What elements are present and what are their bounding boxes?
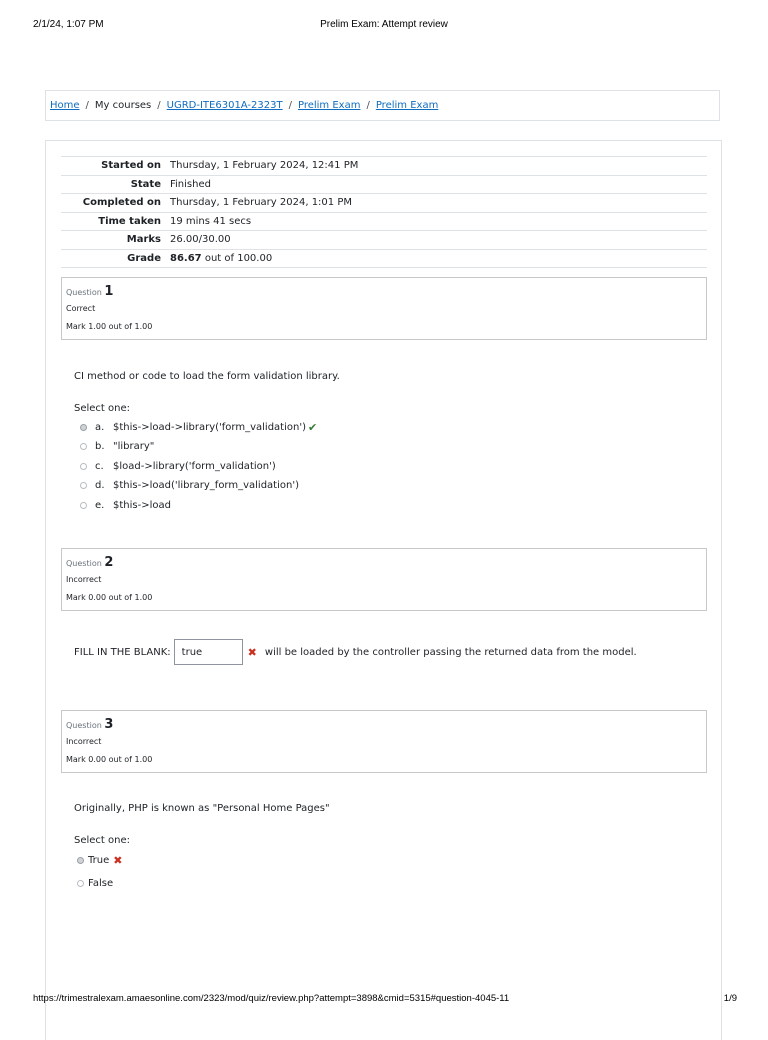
summary-value: Thursday, 1 February 2024, 1:01 PM (170, 197, 352, 209)
question-number (66, 284, 113, 299)
breadcrumb-my-courses: My courses (94, 100, 152, 111)
breadcrumb (45, 90, 720, 121)
summary-value: Finished (170, 178, 211, 190)
breadcrumb-separator: / (288, 100, 292, 111)
option-text: True (88, 854, 110, 866)
option-text: False (88, 877, 114, 889)
question-state: Incorrect (66, 575, 102, 584)
question-state: Incorrect (66, 737, 102, 746)
radio-button[interactable] (80, 502, 87, 509)
radio-button[interactable] (80, 443, 87, 450)
select-one-prompt: Select one: (74, 835, 131, 846)
question-number (66, 717, 113, 732)
answer-option[interactable] (80, 459, 276, 473)
summary-value: 26.00/30.00 (170, 234, 231, 246)
question-grade: Mark 0.00 out of 1.00 (66, 593, 153, 602)
print-url: https://trimestralexam.amaesonline.com/2323/mod/quiz/review.php?attempt=3898&cmid=5315#question-4045-11 (33, 993, 510, 1004)
summary-row-marks (61, 231, 707, 250)
fill-in-blank-prefix: FILL IN THE BLANK: (74, 646, 171, 658)
summary-row-grade (61, 249, 707, 268)
option-text: $load->library('form_validation') (113, 460, 276, 472)
summary-label: Started on (101, 160, 161, 172)
cross-icon: ✖ (113, 853, 123, 867)
question-text: Originally, PHP is known as "Personal Home Pages" (74, 803, 330, 814)
question-text: CI method or code to load the form validation library. (74, 371, 340, 382)
radio-button[interactable] (77, 880, 84, 887)
question-info-1 (61, 277, 707, 340)
summary-row-completed (61, 194, 707, 213)
print-page-title: Prelim Exam: Attempt review (320, 19, 448, 30)
fill-in-blank-suffix: will be loaded by the controller passing the returned data from the model. (264, 646, 637, 658)
summary-label: Marks (126, 234, 161, 246)
question-state: Correct (66, 304, 96, 313)
summary-row-started (61, 157, 707, 176)
answer-option[interactable] (80, 498, 171, 512)
option-letter: c. (95, 460, 104, 472)
check-icon: ✔ (307, 420, 318, 434)
print-page-number: 1/9 (723, 993, 737, 1004)
grade-value: 86.67 (170, 252, 202, 264)
summary-value (166, 249, 707, 268)
select-one-prompt: Select one: (74, 403, 131, 414)
question-grade: Mark 0.00 out of 1.00 (66, 755, 153, 764)
answer-option[interactable] (77, 876, 113, 890)
grade-out-of: out of 100.00 (204, 252, 273, 264)
question-info-3 (61, 710, 707, 773)
question-number-value: 2 (104, 555, 114, 570)
summary-value: 19 mins 41 secs (170, 215, 252, 227)
question-info-2 (61, 548, 707, 611)
breadcrumb-section-link[interactable]: Prelim Exam (297, 100, 361, 111)
option-letter: b. (95, 440, 105, 452)
radio-button[interactable] (80, 463, 87, 470)
summary-label: Time taken (98, 215, 161, 227)
option-text: $this->load->library('form_validation') (113, 421, 306, 433)
radio-button[interactable] (80, 424, 87, 431)
breadcrumb-separator: / (157, 100, 161, 111)
question-number-value: 3 (104, 717, 114, 732)
print-footer (0, 993, 768, 1007)
print-header (0, 19, 768, 33)
option-letter: e. (95, 499, 105, 511)
option-text: "library" (113, 440, 155, 452)
print-date: 2/1/24, 1:07 PM (33, 19, 104, 30)
attempt-summary-table (61, 156, 707, 268)
question-grade: Mark 1.00 out of 1.00 (66, 322, 153, 331)
breadcrumb-course-link[interactable]: UGRD-ITE6301A-2323T (166, 100, 283, 111)
breadcrumb-separator: / (366, 100, 370, 111)
question-label: Question (66, 721, 102, 730)
answer-option[interactable] (80, 478, 299, 492)
question-number (66, 555, 113, 570)
cross-icon: ✖ (247, 645, 257, 659)
fill-in-blank-row (74, 639, 637, 665)
option-letter: a. (95, 421, 105, 433)
summary-label: Grade (127, 252, 161, 264)
summary-row-time-taken (61, 212, 707, 231)
radio-button[interactable] (80, 482, 87, 489)
answer-option[interactable] (80, 420, 317, 434)
summary-label: Completed on (82, 197, 161, 209)
answer-option[interactable] (77, 853, 122, 867)
answer-option[interactable] (80, 439, 154, 453)
question-number-value: 1 (104, 284, 114, 299)
radio-button[interactable] (77, 857, 84, 864)
summary-value: Thursday, 1 February 2024, 12:41 PM (170, 160, 359, 172)
summary-row-state (61, 175, 707, 194)
breadcrumb-home-link[interactable]: Home (50, 100, 80, 111)
fill-in-blank-input[interactable]: true (174, 639, 243, 665)
option-text: $this->load('library_form_validation') (113, 479, 299, 491)
question-label: Question (66, 559, 102, 568)
summary-label: State (130, 178, 161, 190)
option-text: $this->load (113, 499, 171, 511)
breadcrumb-quiz-link[interactable]: Prelim Exam (375, 100, 439, 111)
option-letter: d. (95, 479, 105, 491)
question-label: Question (66, 288, 102, 297)
breadcrumb-separator: / (85, 100, 89, 111)
